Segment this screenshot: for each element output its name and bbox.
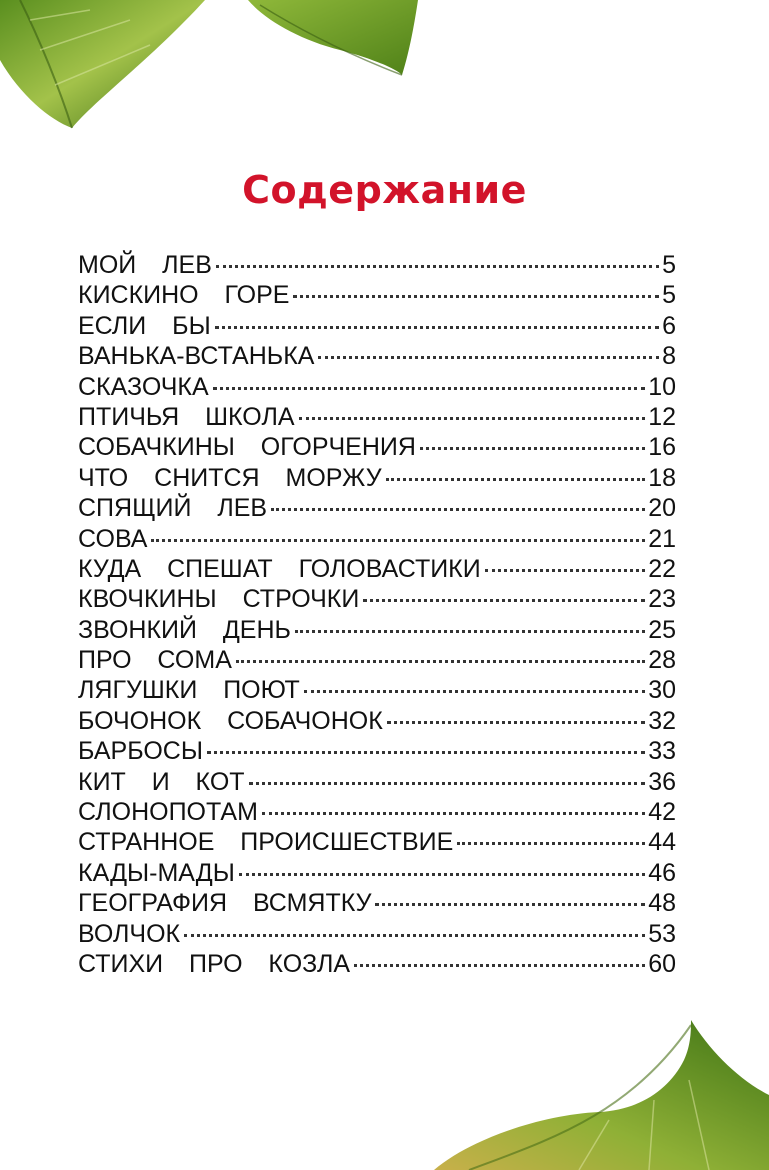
toc-entry-title: СОВА	[78, 524, 148, 553]
toc-leader-dots	[299, 417, 646, 420]
toc-leader-dots	[295, 630, 645, 633]
toc-entry	[78, 919, 676, 949]
toc-entry-page: 25	[648, 615, 676, 644]
toc-leader-dots	[354, 964, 645, 967]
toc-entry-page: 21	[648, 524, 676, 553]
toc-entry	[78, 675, 676, 705]
leaf-decoration-bottom-icon	[429, 1020, 769, 1170]
toc-entry-title: ВОЛЧОК	[78, 919, 181, 948]
toc-entry	[78, 615, 676, 645]
toc-entry-page: 6	[662, 311, 676, 340]
toc-entry	[78, 858, 676, 888]
toc-entry	[78, 797, 676, 827]
toc-entry	[78, 341, 676, 371]
toc-entry	[78, 372, 676, 402]
toc-leader-dots	[236, 660, 645, 663]
toc-leader-dots	[375, 903, 645, 906]
toc-leader-dots	[457, 842, 645, 845]
toc-entry-page: 18	[648, 463, 676, 492]
toc-entry-title: СОБАЧКИНЫ ОГОРЧЕНИЯ	[78, 433, 416, 462]
toc-entry	[78, 554, 676, 584]
toc-entry	[78, 827, 676, 857]
toc-entry	[78, 736, 676, 766]
toc-leader-dots	[215, 326, 659, 329]
toc-entry-title: ЧТО СНИТСЯ МОРЖУ	[78, 463, 382, 492]
toc-entry-page: 10	[648, 372, 676, 401]
table-of-contents	[78, 250, 676, 979]
toc-entry-page: 5	[662, 281, 676, 310]
toc-entry-page: 53	[648, 919, 676, 948]
toc-entry-title: ЛЯГУШКИ ПОЮТ	[78, 676, 300, 705]
toc-entry-page: 48	[648, 889, 676, 918]
toc-entry	[78, 888, 676, 918]
toc-entry	[78, 767, 676, 797]
toc-entry-title: ГЕОГРАФИЯ ВСМЯТКУ	[78, 889, 372, 918]
toc-entry	[78, 432, 676, 462]
toc-leader-dots	[387, 721, 645, 724]
toc-entry-title: БАРБОСЫ	[78, 737, 203, 766]
toc-entry	[78, 250, 676, 280]
toc-entry	[78, 402, 676, 432]
toc-entry-title: СПЯЩИЙ ЛЕВ	[78, 494, 268, 523]
toc-entry-page: 46	[648, 858, 676, 887]
toc-entry-page: 12	[648, 402, 676, 431]
toc-entry-page: 5	[662, 251, 676, 279]
toc-entry-title: ЗВОНКИЙ ДЕНЬ	[78, 615, 291, 644]
toc-entry-title: СТИХИ ПРО КОЗЛА	[78, 949, 351, 978]
toc-leader-dots	[239, 873, 645, 876]
toc-entry-page: 42	[648, 798, 676, 827]
toc-entry-title: СЛОНОПОТАМ	[78, 798, 258, 827]
toc-leader-dots	[249, 782, 646, 785]
toc-leader-dots	[420, 447, 645, 450]
toc-entry-page: 8	[662, 342, 676, 371]
toc-entry-title: МОЙ ЛЕВ	[78, 251, 212, 279]
toc-entry	[78, 280, 676, 310]
toc-entry-title: ВАНЬКА-ВСТАНЬКА	[78, 342, 315, 371]
toc-leader-dots	[318, 356, 659, 359]
toc-entry-page: 22	[648, 554, 676, 583]
toc-entry-page: 23	[648, 585, 676, 614]
toc-leader-dots	[262, 812, 645, 815]
toc-entry	[78, 463, 676, 493]
toc-leader-dots	[363, 599, 645, 602]
toc-entry-title: ЕСЛИ БЫ	[78, 311, 211, 340]
toc-entry-page: 16	[648, 433, 676, 462]
toc-entry-title: ПРО СОМА	[78, 646, 232, 675]
toc-entry-title: БОЧОНОК СОБАЧОНОК	[78, 706, 383, 735]
toc-entry-page: 30	[648, 676, 676, 705]
toc-entry-title: СТРАННОЕ ПРОИСШЕСТВИЕ	[78, 828, 454, 857]
toc-entry-page: 20	[648, 494, 676, 523]
toc-entry	[78, 493, 676, 523]
toc-entry-page: 60	[648, 949, 676, 978]
toc-entry-title: ПТИЧЬЯ ШКОЛА	[78, 402, 295, 431]
toc-leader-dots	[151, 539, 645, 542]
toc-leader-dots	[207, 751, 645, 754]
toc-entry	[78, 524, 676, 554]
toc-entry	[78, 949, 676, 979]
toc-leader-dots	[213, 387, 646, 390]
toc-entry-title: КАДЫ-МАДЫ	[78, 858, 235, 887]
toc-leader-dots	[184, 934, 645, 937]
toc-entry	[78, 706, 676, 736]
toc-entry-page: 32	[648, 706, 676, 735]
toc-entry-title: КВОЧКИНЫ СТРОЧКИ	[78, 585, 360, 614]
toc-leader-dots	[293, 295, 659, 298]
toc-entry-title: КИСКИНО ГОРЕ	[78, 281, 290, 310]
toc-entry-page: 44	[648, 828, 676, 857]
toc-entry-page: 36	[648, 767, 676, 796]
toc-leader-dots	[386, 478, 646, 481]
toc-entry	[78, 645, 676, 675]
leaf-decoration-top-icon	[0, 0, 440, 135]
toc-entry-title: КИТ И КОТ	[78, 767, 245, 796]
toc-entry	[78, 584, 676, 614]
toc-leader-dots	[304, 690, 645, 693]
toc-leader-dots	[485, 569, 645, 572]
toc-leader-dots	[216, 265, 659, 268]
toc-entry-title: СКАЗОЧКА	[78, 372, 209, 401]
toc-entry-page: 33	[648, 737, 676, 766]
page-title: Содержание	[242, 168, 527, 212]
toc-entry-page: 28	[648, 646, 676, 675]
toc-entry	[78, 311, 676, 341]
toc-leader-dots	[271, 508, 645, 511]
toc-entry-title: КУДА СПЕШАТ ГОЛОВАСТИКИ	[78, 554, 481, 583]
